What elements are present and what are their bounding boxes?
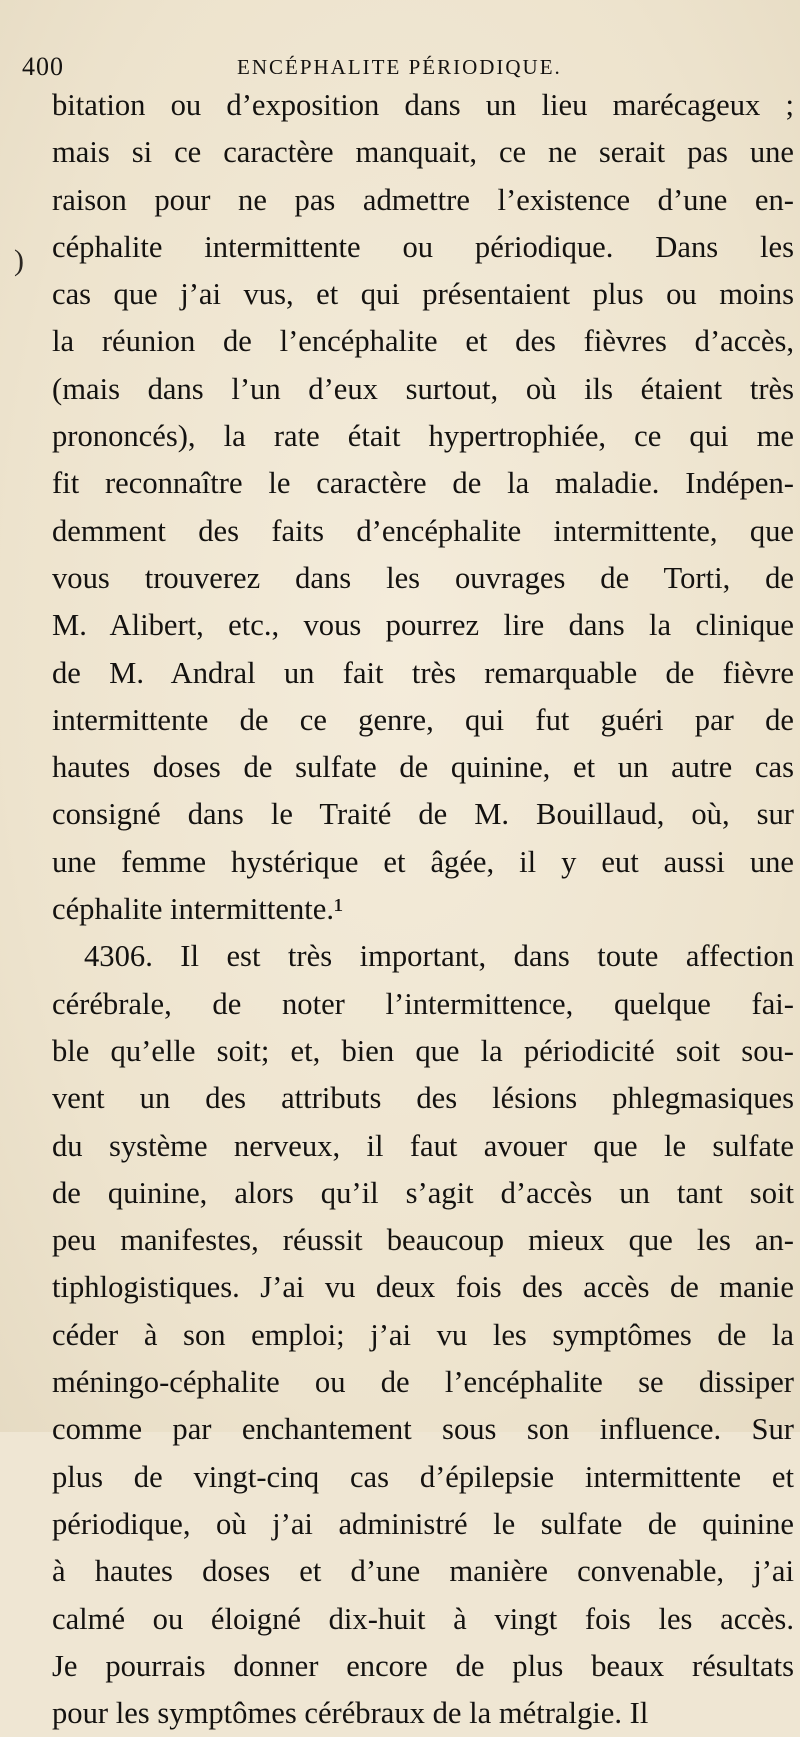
body-text: [52, 82, 794, 1737]
text-line: la réunion de l’encéphalite et des fièvres d’accès,: [52, 324, 794, 359]
text-line: Je pourrais donner encore de plus beaux résultats: [52, 1648, 794, 1683]
text-line: cas que j’ai vus, et qui présentaient plus ou moins: [52, 277, 794, 312]
margin-mark: ): [14, 244, 24, 277]
paragraph-start-line: 4306. Il est très important, dans toute affection: [84, 939, 794, 974]
text-line: raison pour ne pas admettre l’existence d’une en-: [52, 182, 794, 217]
text-line: céder à son emploi; j’ai vu les symptômes de la: [52, 1317, 794, 1352]
text-line: cérébrale, de noter l’intermittence, quelque fai-: [52, 986, 794, 1021]
text-line: M. Alibert, etc., vous pourrez lire dans la clinique: [52, 608, 794, 643]
text-line: calmé ou éloigné dix-huit à vingt fois les accès.: [52, 1601, 794, 1636]
text-line: céphalite intermittente ou périodique. Dans les: [52, 229, 794, 264]
running-head: ENCÉPHALITE PÉRIODIQUE.: [237, 55, 562, 79]
text-line: du système nerveux, il faut avouer que le sulfate: [52, 1128, 794, 1163]
text-line: méningo-céphalite ou de l’encéphalite se dissiper: [52, 1365, 794, 1400]
text-line: plus de vingt-cinq cas d’épilepsie intermittente et: [52, 1459, 794, 1494]
text-line: prononcés), la rate était hypertrophiée, ce qui me: [52, 419, 794, 454]
page-number: 400: [22, 52, 64, 81]
text-line: à hautes doses et d’une manière convenable, j’ai: [52, 1554, 794, 1589]
text-line: tiphlogistiques. J’ai vu deux fois des accès de manie: [52, 1270, 794, 1305]
text-line: mais si ce caractère manquait, ce ne serait pas une: [52, 135, 794, 170]
text-line: céphalite intermittente.¹: [52, 892, 344, 927]
text-line: de quinine, alors qu’il s’agit d’accès un tant soit: [52, 1175, 794, 1210]
text-line: comme par enchantement sous son influence. Sur: [52, 1412, 794, 1447]
text-line: consigné dans le Traité de M. Bouillaud, où, sur: [52, 797, 794, 832]
text-line: vent un des attributs des lésions phlegmasiques: [52, 1081, 794, 1116]
text-line: bitation ou d’exposition dans un lieu marécageux ;: [52, 88, 794, 122]
text-line: hautes doses de sulfate de quinine, et un autre cas: [52, 750, 794, 785]
text-line: vous trouverez dans les ouvrages de Torti, de: [52, 560, 794, 595]
text-line: pour les symptômes cérébraux de la métralgie. Il: [52, 1696, 649, 1731]
text-line: périodique, où j’ai administré le sulfate de quinine: [52, 1506, 794, 1541]
text-line: ble qu’elle soit; et, bien que la périodicité soit sou-: [52, 1033, 794, 1068]
text-line: peu manifestes, réussit beaucoup mieux que les an-: [52, 1223, 794, 1258]
page-header: [22, 52, 782, 82]
text-line: (mais dans l’un d’eux surtout, où ils étaient très: [52, 371, 794, 406]
text-line: demment des faits d’encéphalite intermittente, que: [52, 513, 794, 548]
text-line: une femme hystérique et âgée, il y eut aussi une: [52, 844, 794, 879]
text-line: fit reconnaître le caractère de la maladie. Indépen-: [52, 466, 794, 501]
text-line: de M. Andral un fait très remarquable de fièvre: [52, 655, 794, 690]
text-line: intermittente de ce genre, qui fut guéri par de: [52, 702, 794, 737]
